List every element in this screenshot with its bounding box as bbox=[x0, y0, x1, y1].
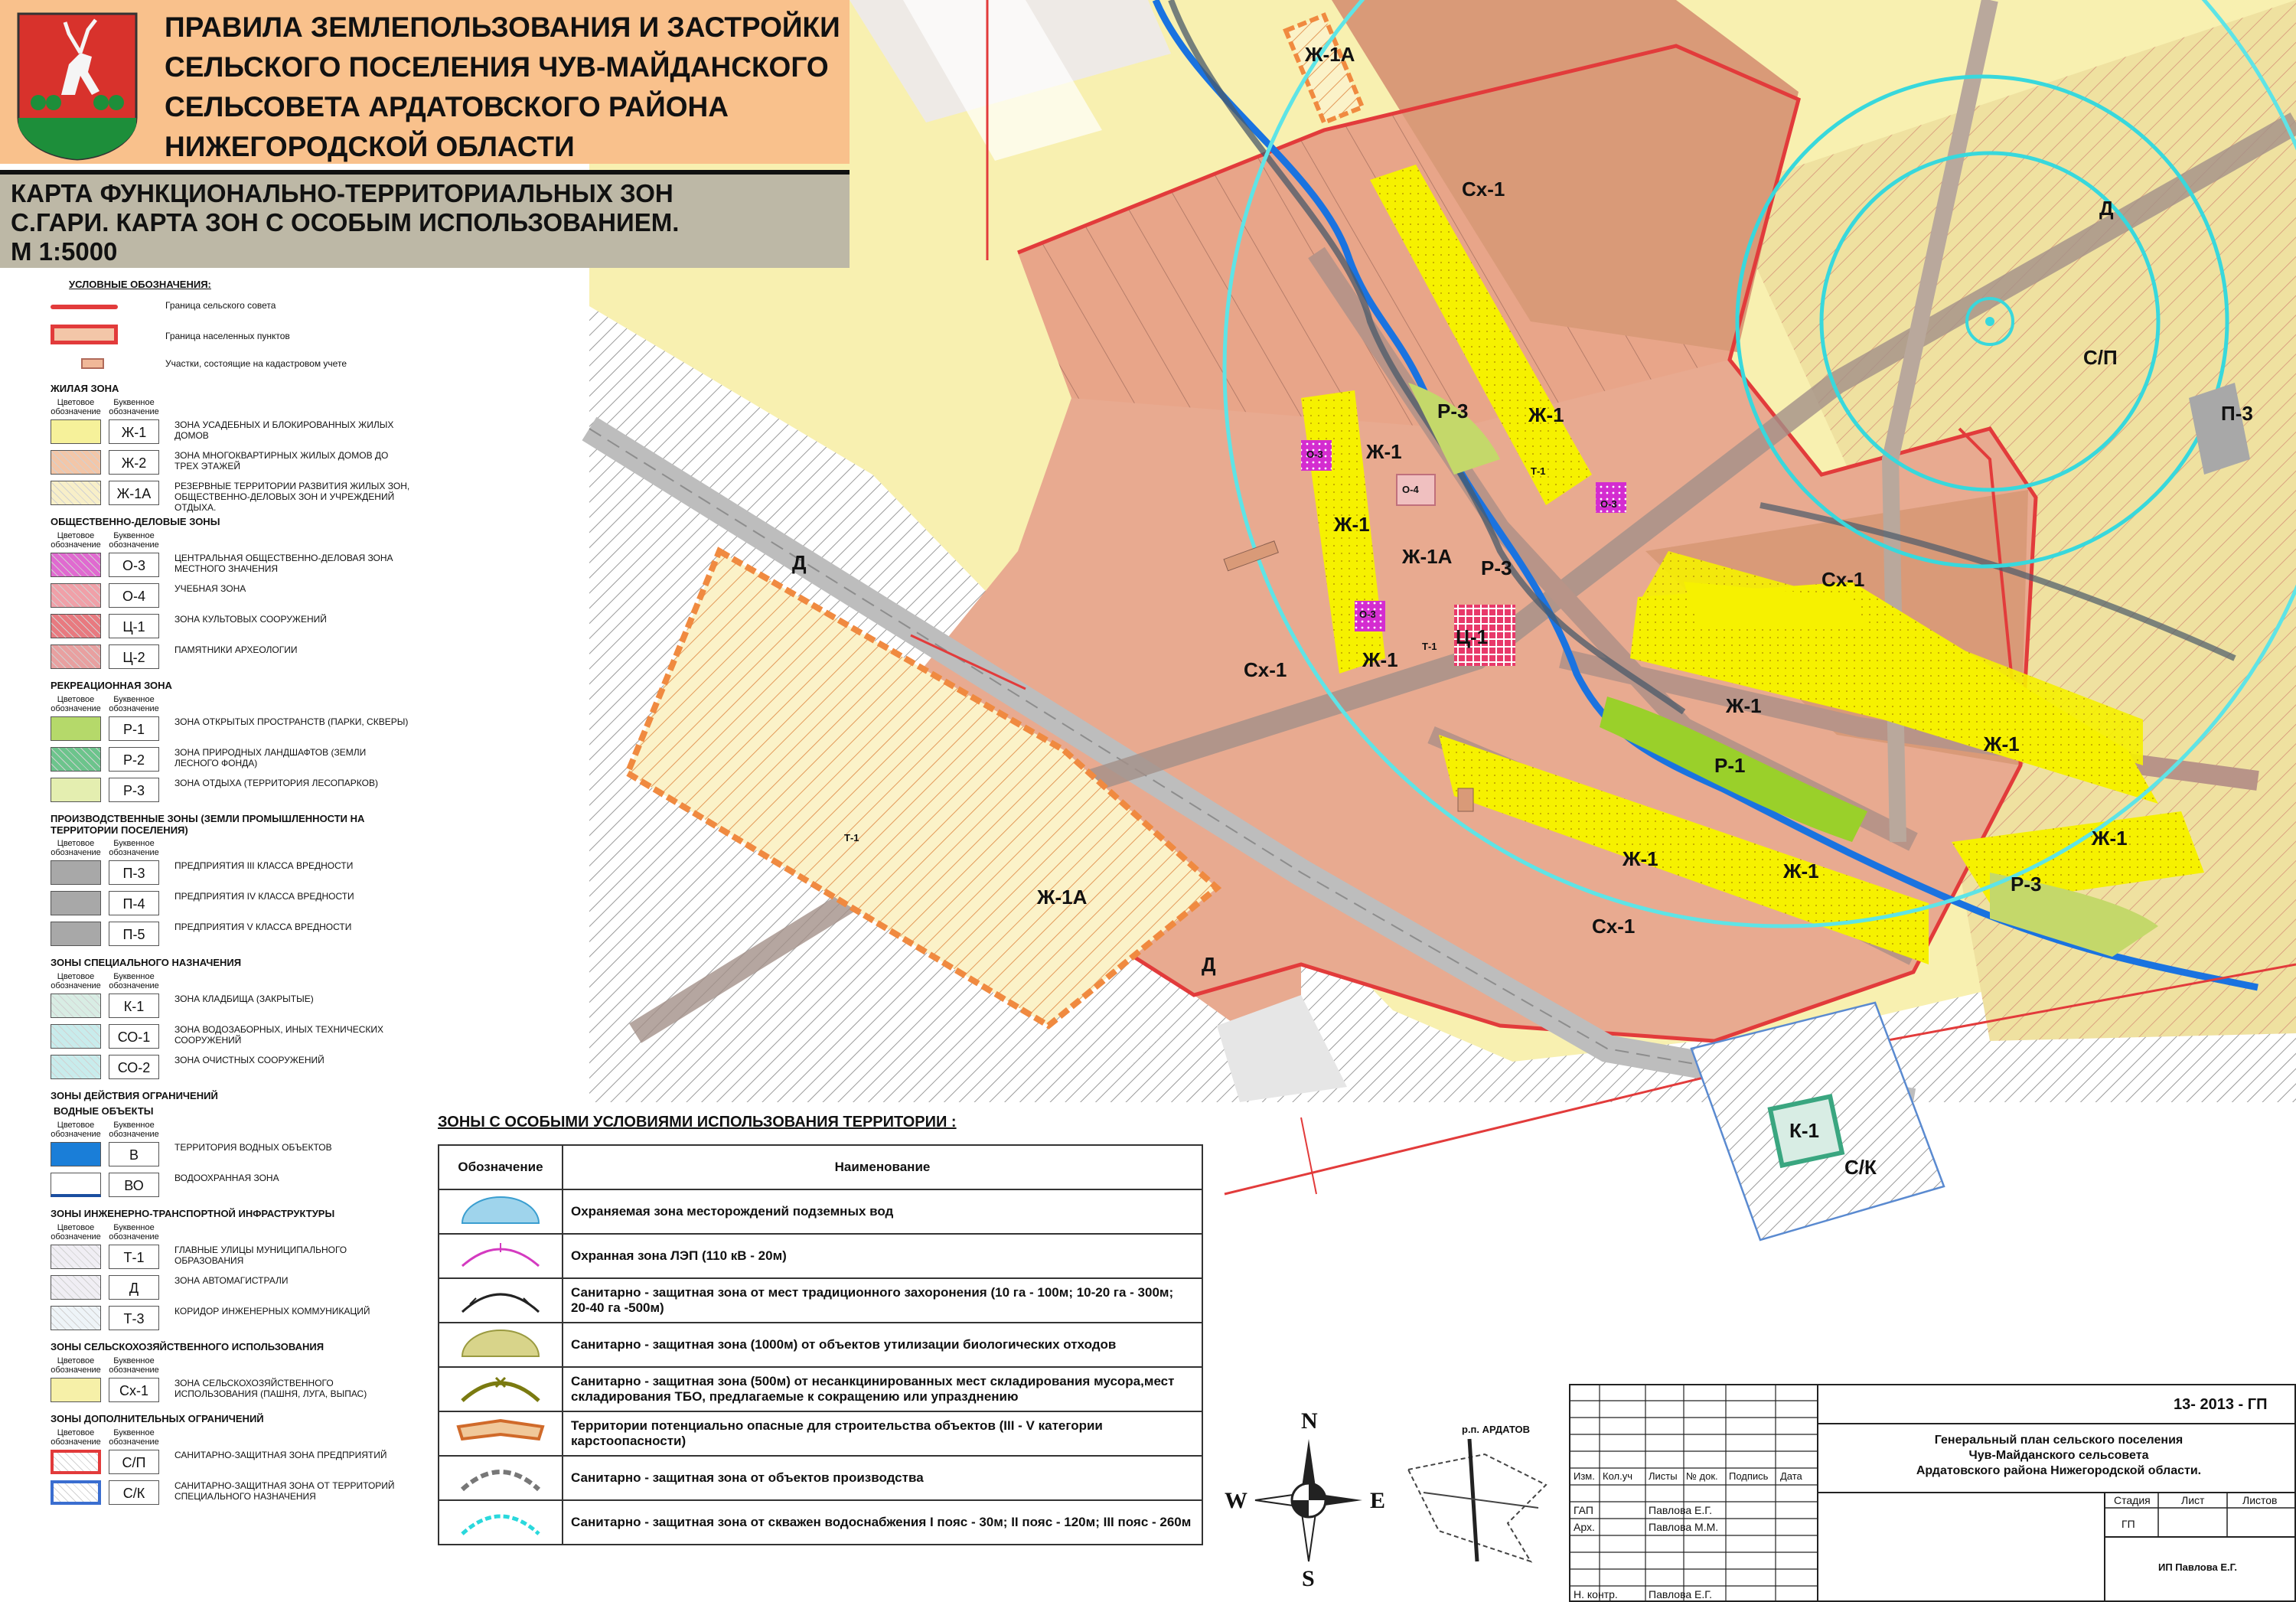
legend-item bbox=[46, 776, 412, 804]
map-label-p3: П-3 bbox=[2221, 402, 2253, 425]
map-title-line: М 1:5000 bbox=[11, 237, 118, 266]
map-label-d-left: Д bbox=[792, 551, 807, 574]
legend-text: ЗОНА УСАДЕБНЫХ И БЛОКИРОВАННЫХ ЖИЛЫХ ДОМОВ bbox=[174, 419, 394, 441]
legend-group-subtitle: ВОДНЫЕ ОБЪЕКТЫ bbox=[54, 1105, 154, 1117]
special-zone-name: Санитарно - защитная зона (1000м) от объектов утилизации биологических отходов bbox=[563, 1323, 1202, 1367]
legend-col-letter: Буквенное обозначение bbox=[109, 531, 159, 550]
legend-code: О-4 bbox=[109, 583, 159, 608]
legend-item bbox=[46, 418, 412, 445]
compass-e: E bbox=[1370, 1488, 1386, 1513]
header bbox=[0, 0, 850, 268]
stamp-org: ИП Павлова Е.Г. bbox=[2158, 1561, 2238, 1573]
map-label-zh1a-big: Ж-1А bbox=[1037, 886, 1088, 909]
legend-text: САНИТАРНО-ЗАЩИТНАЯ ЗОНА ПРЕДПРИЯТИЙ bbox=[174, 1450, 387, 1460]
waste-arc-icon bbox=[439, 1367, 563, 1411]
main-title bbox=[165, 8, 846, 167]
legend-swatch bbox=[51, 922, 101, 946]
legend-item bbox=[46, 889, 412, 917]
map-label-zh1-d: Ж-1 bbox=[1362, 648, 1398, 671]
special-zone-row bbox=[439, 1411, 1202, 1456]
map-label-zh1-g: Ж-1 bbox=[2092, 827, 2128, 850]
map-label-zh1-f: Ж-1 bbox=[1984, 732, 2020, 755]
special-zone-name: Территории потенциально опасные для строительства объектов (III - V категории карстоопасности) bbox=[563, 1411, 1202, 1456]
legend-group-title: ПРОИЗВОДСТВЕННЫЕ ЗОНЫ (ЗЕМЛИ ПРОМЫШЛЕННОСТИ НА ТЕРРИТОРИИ ПОСЕЛЕНИЯ) bbox=[51, 813, 365, 836]
legend-code: ВО bbox=[109, 1173, 159, 1197]
legend-item bbox=[46, 715, 412, 742]
stamp-name-arch: Павлова М.М. bbox=[1649, 1521, 1719, 1533]
legend-col-letter: Буквенное обозначение bbox=[109, 972, 159, 990]
legend-code: Д bbox=[109, 1275, 159, 1300]
legend-code: П-4 bbox=[109, 891, 159, 915]
legend-swatch bbox=[51, 778, 101, 802]
legend-code: С/П bbox=[109, 1450, 159, 1474]
legend-swatch bbox=[51, 747, 101, 772]
map-label-o4: О-4 bbox=[1402, 484, 1419, 495]
map-label-zh1-a: Ж-1 bbox=[1528, 403, 1564, 426]
legend-code: П-5 bbox=[109, 922, 159, 946]
stamp-role-gap: ГАП bbox=[1574, 1504, 1593, 1516]
compass-w: W bbox=[1225, 1488, 1247, 1513]
legend-item bbox=[46, 551, 412, 579]
legend-text: ПРЕДПРИЯТИЯ V КЛАССА ВРЕДНОСТИ bbox=[174, 922, 352, 932]
legend-code: Ж-2 bbox=[109, 450, 159, 475]
map-label-t1-b: Т-1 bbox=[1422, 641, 1437, 652]
boundary-cadastral-label: Участки, состоящие на кадастровом учете bbox=[165, 358, 347, 369]
map-label-sx1-left: Сх-1 bbox=[1244, 658, 1287, 681]
legend-text: ТЕРРИТОРИЯ ВОДНЫХ ОБЪЕКТОВ bbox=[174, 1142, 332, 1153]
legend-title: УСЛОВНЫЕ ОБОЗНАЧЕНИЯ: bbox=[69, 279, 211, 290]
map-label-r3-a: Р-3 bbox=[1437, 400, 1469, 423]
production-arc-icon bbox=[439, 1456, 563, 1500]
legend-swatch bbox=[51, 860, 101, 885]
map-label-zh1a-top: Ж-1А bbox=[1305, 43, 1355, 66]
legend-group-title: ЗОНЫ ДЕЙСТВИЯ ОГРАНИЧЕНИЙ bbox=[51, 1090, 218, 1101]
legend-col-letter: Буквенное обозначение bbox=[109, 1428, 159, 1447]
stamp-col-kol: Кол.уч bbox=[1603, 1470, 1632, 1482]
legend-item bbox=[46, 1053, 412, 1081]
legend-swatch bbox=[51, 1275, 101, 1300]
map-label-sx1-top: Сх-1 bbox=[1462, 178, 1505, 201]
legend-text: ПРЕДПРИЯТИЯ IV КЛАССА ВРЕДНОСТИ bbox=[174, 891, 354, 902]
legend-col-letter: Буквенное обозначение bbox=[109, 839, 159, 857]
stamp-col-date: Дата bbox=[1780, 1470, 1802, 1482]
legend-col-letter: Буквенное обозначение bbox=[109, 1223, 159, 1241]
legend-swatch bbox=[51, 1378, 101, 1402]
legend-group-title: ЗОНЫ ИНЖЕНЕРНО-ТРАНСПОРТНОЙ ИНФРАСТРУКТУРЫ bbox=[51, 1208, 335, 1219]
map-label-d-top: Д bbox=[2099, 197, 2114, 220]
groundwater-dome-icon bbox=[439, 1189, 563, 1234]
legend-text: ЗОНА КЛАДБИЩА (ЗАКРЫТЫЕ) bbox=[174, 994, 314, 1004]
coat-of-arms-emblem bbox=[15, 11, 139, 161]
map-label-zh1-h: Ж-1 bbox=[1623, 847, 1658, 870]
map-title-line: С.ГАРИ. КАРТА ЗОН С ОСОБЫМ ИСПОЛЬЗОВАНИЕМ. bbox=[11, 208, 680, 237]
legend-item bbox=[46, 1376, 412, 1404]
legend-text: ГЛАВНЫЕ УЛИЦЫ МУНИЦИПАЛЬНОГО ОБРАЗОВАНИЯ bbox=[174, 1245, 347, 1266]
title-block-stamp bbox=[1569, 1384, 2296, 1602]
legend-code: Ж-1А bbox=[109, 481, 159, 505]
special-zones-table bbox=[438, 1144, 1203, 1545]
legend-item bbox=[46, 992, 412, 1020]
special-zone-row bbox=[439, 1367, 1202, 1411]
main-title-line: ПРАВИЛА ЗЕМЛЕПОЛЬЗОВАНИЯ И ЗАСТРОЙКИ bbox=[165, 11, 840, 43]
legend-col-color: Цветовое обозначение bbox=[51, 531, 101, 550]
legend-item bbox=[46, 449, 412, 476]
stamp-description-line: Чув-Майданского сельсовета bbox=[1968, 1449, 2149, 1462]
legend-swatch bbox=[51, 1450, 101, 1474]
boundary-council-label: Граница сельского совета bbox=[165, 300, 276, 311]
legend-swatch bbox=[51, 1173, 101, 1197]
map-label-zh1-b: Ж-1 bbox=[1366, 440, 1402, 463]
legend-swatch bbox=[51, 891, 101, 915]
legend-code: К-1 bbox=[109, 994, 159, 1018]
legend-col-color: Цветовое обозначение bbox=[51, 1428, 101, 1447]
legend-item bbox=[46, 859, 412, 886]
special-zone-name: Санитарно - защитная зона от мест традиционного захоронения (10 га - 100м; 10-20 га - 300м; 20-40 га -500м) bbox=[563, 1278, 1202, 1323]
legend-code: Ц-2 bbox=[109, 644, 159, 669]
special-zone-row bbox=[439, 1234, 1202, 1278]
map-title bbox=[0, 170, 850, 268]
legend-swatch bbox=[51, 994, 101, 1018]
legend-code: Ц-1 bbox=[109, 614, 159, 638]
legend-text: КОРИДОР ИНЖЕНЕРНЫХ КОММУНИКАЦИЙ bbox=[174, 1306, 370, 1317]
legend-text: ПРЕДПРИЯТИЯ III КЛАССА ВРЕДНОСТИ bbox=[174, 860, 354, 871]
boundary-cadastral-symbol bbox=[81, 358, 104, 369]
map-label-sx1-right: Сх-1 bbox=[1821, 568, 1865, 591]
legend-code: С/К bbox=[109, 1480, 159, 1505]
stamp-col-sign: Подпись bbox=[1729, 1470, 1769, 1482]
special-zone-name: Санитарно - защитная зона (500м) от несанкцинированных мест складирования мусора,мест складирования ТБО, предлагаемые к сокращению или упразднению bbox=[563, 1367, 1202, 1411]
boundary-settlement bbox=[51, 325, 410, 347]
title-box bbox=[0, 0, 850, 164]
legend-code: СО-1 bbox=[109, 1024, 159, 1049]
stamp-sheets-head: Листов bbox=[2242, 1494, 2278, 1506]
legend-col-color: Цветовое обозначение bbox=[51, 695, 101, 713]
legend-code: Ж-1 bbox=[109, 419, 159, 444]
legend-col-letter: Буквенное обозначение bbox=[109, 398, 159, 416]
legend-item bbox=[46, 1479, 412, 1506]
legend-item bbox=[46, 920, 412, 948]
legend-code: Сх-1 bbox=[109, 1378, 159, 1402]
legend-code: О-3 bbox=[109, 553, 159, 577]
special-zones-col-name: Наименование bbox=[563, 1145, 1202, 1189]
legend-text: ВОДООХРАННАЯ ЗОНА bbox=[174, 1173, 279, 1183]
legend-item bbox=[46, 1140, 412, 1168]
legend-swatch bbox=[51, 553, 101, 577]
legend-code: Т-1 bbox=[109, 1245, 159, 1269]
map-label-sk: С/К bbox=[1844, 1156, 1877, 1179]
legend-text: ЗОНА АВТОМАГИСТРАЛИ bbox=[174, 1275, 289, 1286]
legend-col-color: Цветовое обозначение bbox=[51, 398, 101, 416]
legend-text: ЗОНА ПРИРОДНЫХ ЛАНДШАФТОВ (ЗЕМЛИ ЛЕСНОГО ФОНДА) bbox=[174, 747, 367, 768]
special-zone-row bbox=[439, 1500, 1202, 1545]
legend-col-letter: Буквенное обозначение bbox=[109, 1121, 159, 1139]
legend-code: Т-3 bbox=[109, 1306, 159, 1330]
legend-swatch bbox=[51, 450, 101, 475]
legend-item bbox=[46, 1274, 412, 1301]
stamp-stage-head: Стадия bbox=[2114, 1494, 2151, 1506]
cemetery-arc-icon bbox=[439, 1278, 563, 1323]
legend-swatch bbox=[51, 1142, 101, 1166]
power-line-arc-icon bbox=[439, 1234, 563, 1278]
special-zones-title: ЗОНЫ С ОСОБЫМИ УСЛОВИЯМИ ИСПОЛЬЗОВАНИЯ ТЕРРИТОРИИ : bbox=[438, 1114, 957, 1131]
legend-swatch bbox=[51, 614, 101, 638]
legend-col-letter: Буквенное обозначение bbox=[109, 695, 159, 713]
legend-col-color: Цветовое обозначение bbox=[51, 1356, 101, 1375]
legend-item bbox=[46, 479, 412, 513]
map-label-zh1a-center: Ж-1А bbox=[1402, 545, 1453, 568]
legend-item bbox=[46, 746, 412, 773]
legend-code: П-3 bbox=[109, 860, 159, 885]
special-zone-name: Охраняемая зона месторождений подземных вод bbox=[563, 1189, 1202, 1234]
special-zone-row bbox=[439, 1278, 1202, 1323]
map-label-r3-c: Р-3 bbox=[2011, 873, 2042, 896]
boundary-cadastral bbox=[51, 355, 410, 374]
legend-text: ЗОНА ОЧИСТНЫХ СООРУЖЕНИЙ bbox=[174, 1055, 325, 1065]
legend-text: ЗОНА ВОДОЗАБОРНЫХ, ИНЫХ ТЕХНИЧЕСКИХ СООРУЖЕНИЙ bbox=[174, 1024, 384, 1046]
map-title-line: КАРТА ФУНКЦИОНАЛЬНО-ТЕРРИТОРИАЛЬНЫХ ЗОН bbox=[11, 179, 673, 207]
legend-text: ЗОНА ОТКРЫТЫХ ПРОСТРАНСТВ (ПАРКИ, СКВЕРЫ) bbox=[174, 716, 409, 727]
legend-group-title: ЗОНЫ ДОПОЛНИТЕЛЬНЫХ ОГРАНИЧЕНИЙ bbox=[51, 1413, 264, 1424]
legend-item bbox=[46, 1171, 412, 1199]
compass-s: S bbox=[1302, 1566, 1315, 1591]
special-zone-name: Санитарно - защитная зона от скважен водоснабжения I пояс - 30м; II пояс - 120м; III пояс - 260м bbox=[563, 1500, 1202, 1545]
map-label-zh1-e: Ж-1 bbox=[1726, 694, 1762, 717]
special-zone-name: Охранная зона ЛЭП (110 кВ - 20м) bbox=[563, 1234, 1202, 1278]
legend-col-letter: Буквенное обозначение bbox=[109, 1356, 159, 1375]
legend-code: В bbox=[109, 1142, 159, 1166]
stamp-description-line: Генеральный план сельского поселения bbox=[1934, 1434, 2183, 1447]
legend-panel bbox=[46, 276, 412, 1592]
stamp-role-nkontr: Н. контр. bbox=[1574, 1588, 1618, 1600]
legend-item bbox=[46, 1243, 412, 1271]
compass-rose bbox=[1225, 1408, 1393, 1592]
legend-item bbox=[46, 1448, 412, 1476]
map-label-c1: Ц-1 bbox=[1456, 625, 1489, 648]
stamp-stage: ГП bbox=[2122, 1518, 2135, 1530]
special-zone-row bbox=[439, 1456, 1202, 1500]
legend-group-title: ЖИЛАЯ ЗОНА bbox=[51, 383, 119, 394]
legend-text: ЗОНА МНОГОКВАРТИРНЫХ ЖИЛЫХ ДОМОВ ДО ТРЕХ ЭТАЖЕЙ bbox=[174, 450, 389, 471]
legend-code: Р-2 bbox=[109, 747, 159, 772]
stamp-name-gap: Павлова Е.Г. bbox=[1649, 1504, 1713, 1516]
map-label-k1: К-1 bbox=[1789, 1119, 1819, 1142]
legend-text: ЗОНА СЕЛЬСКОХОЗЯЙСТВЕННОГО ИСПОЛЬЗОВАНИЯ (ПАШНЯ, ЛУГА, ВЫПАС) bbox=[174, 1378, 367, 1399]
map-label-zh1-c: Ж-1 bbox=[1334, 513, 1370, 536]
legend-item bbox=[46, 1304, 412, 1332]
map-label-o3-c: О-3 bbox=[1359, 608, 1376, 620]
karst-band-icon bbox=[439, 1411, 563, 1456]
map-label-sp: С/П bbox=[2083, 346, 2118, 369]
main-title-line: СЕЛЬСКОГО ПОСЕЛЕНИЯ ЧУВ-МАЙДАНСКОГО bbox=[165, 51, 829, 83]
special-zone-name: Санитарно - защитная зона от объектов производства bbox=[563, 1456, 1202, 1500]
well-arc-icon bbox=[439, 1500, 563, 1545]
stamp-sheet-head: Лист bbox=[2181, 1494, 2205, 1506]
legend-swatch bbox=[51, 1480, 101, 1505]
map-label-o3-b: О-3 bbox=[1600, 498, 1617, 510]
special-zones-panel bbox=[429, 1098, 1217, 1596]
legend-item bbox=[46, 612, 412, 640]
stamp-description-line: Ардатовского района Нижегородской области. bbox=[1916, 1464, 2202, 1477]
map-label-t1-c: Т-1 bbox=[844, 832, 859, 843]
legend-swatch bbox=[51, 644, 101, 669]
stamp-role-arch: Арх. bbox=[1574, 1521, 1595, 1533]
legend-col-color: Цветовое обозначение bbox=[51, 1121, 101, 1139]
boundary-council bbox=[51, 300, 410, 315]
legend-swatch bbox=[51, 1024, 101, 1049]
legend-swatch bbox=[51, 1245, 101, 1269]
legend-text: ЦЕНТРАЛЬНАЯ ОБЩЕСТВЕННО-ДЕЛОВАЯ ЗОНА МЕСТНОГО ЗНАЧЕНИЯ bbox=[174, 553, 393, 574]
legend-group-title: ЗОНЫ СЕЛЬСКОХОЗЯЙСТВЕННОГО ИСПОЛЬЗОВАНИЯ bbox=[51, 1341, 325, 1352]
legend-swatch bbox=[51, 1055, 101, 1079]
map-label-zh1-i: Ж-1 bbox=[1783, 860, 1819, 883]
boundary-settlement-symbol bbox=[51, 325, 118, 344]
legend-group-title: РЕКРЕАЦИОННАЯ ЗОНА bbox=[51, 680, 172, 691]
legend-group-title: ОБЩЕСТВЕННО-ДЕЛОВЫЕ ЗОНЫ bbox=[51, 516, 220, 527]
compass-n: N bbox=[1301, 1408, 1318, 1434]
legend-swatch bbox=[51, 716, 101, 741]
location-scheme bbox=[1393, 1424, 1569, 1577]
stamp-description bbox=[1821, 1433, 2296, 1479]
legend-text: РЕЗЕРВНЫЕ ТЕРРИТОРИИ РАЗВИТИЯ ЖИЛЫХ ЗОН, ОБЩЕСТВЕННО-ДЕЛОВЫХ ЗОН И УЧРЕЖДЕНИЙ ОТДЫХА. bbox=[174, 481, 410, 513]
special-zone-row bbox=[439, 1189, 1202, 1234]
legend-swatch bbox=[51, 583, 101, 608]
legend-code: Р-1 bbox=[109, 716, 159, 741]
legend-text: ПАМЯТНИКИ АРХЕОЛОГИИ bbox=[174, 644, 298, 655]
legend-item bbox=[46, 643, 412, 670]
legend-item bbox=[46, 582, 412, 609]
legend-text: УЧЕБНАЯ ЗОНА bbox=[174, 583, 246, 594]
legend-code: СО-2 bbox=[109, 1055, 159, 1079]
map-label-sx1-bottom: Сх-1 bbox=[1592, 915, 1636, 938]
boundary-settlement-label: Граница населенных пунктов bbox=[165, 331, 290, 341]
main-title-line: НИЖЕГОРОДСКОЙ ОБЛАСТИ bbox=[165, 131, 575, 162]
legend-col-color: Цветовое обозначение bbox=[51, 972, 101, 990]
location-scheme-icon bbox=[1393, 1424, 1569, 1577]
map-label-r3-b: Р-3 bbox=[1481, 556, 1512, 579]
legend-col-color: Цветовое обозначение bbox=[51, 1223, 101, 1241]
legend-item bbox=[46, 1023, 412, 1050]
legend-swatch bbox=[51, 1306, 101, 1330]
map-label-d-bottom: Д bbox=[1202, 953, 1216, 976]
compass-icon bbox=[1225, 1408, 1393, 1592]
legend-text: САНИТАРНО-ЗАЩИТНАЯ ЗОНА ОТ ТЕРРИТОРИЙ СПЕЦИАЛЬНОГО НАЗНАЧЕНИЯ bbox=[174, 1480, 395, 1502]
bio-waste-dome-icon bbox=[439, 1323, 563, 1367]
legend-group-title: ЗОНЫ СПЕЦИАЛЬНОГО НАЗНАЧЕНИЯ bbox=[51, 957, 242, 968]
legend-text: ЗОНА ОТДЫХА (ТЕРРИТОРИЯ ЛЕСОПАРКОВ) bbox=[174, 778, 378, 788]
special-zone-row bbox=[439, 1323, 1202, 1367]
legend-code: Р-3 bbox=[109, 778, 159, 802]
legend-swatch bbox=[51, 481, 101, 505]
stamp-name-nkontr: Павлова Е.Г. bbox=[1649, 1588, 1713, 1600]
stamp-col-listy: Листы bbox=[1649, 1470, 1678, 1482]
legend-text: ЗОНА КУЛЬТОВЫХ СООРУЖЕНИЙ bbox=[174, 614, 327, 625]
stamp-col-doc: № док. bbox=[1686, 1470, 1718, 1482]
rp-ardatov-label: р.п. АРДАТОВ bbox=[1462, 1424, 1530, 1435]
stamp-code: 13- 2013 - ГП bbox=[2174, 1396, 2268, 1413]
main-title-line: СЕЛЬСОВЕТА АРДАТОВСКОГО РАЙОНА bbox=[165, 91, 729, 122]
special-zones-col-symbol: Обозначение bbox=[439, 1145, 563, 1189]
legend-swatch bbox=[51, 419, 101, 444]
map-label-r1: Р-1 bbox=[1714, 754, 1746, 777]
map-label-t1-a: Т-1 bbox=[1531, 465, 1546, 477]
boundary-council-symbol bbox=[51, 305, 118, 309]
map-label-o3-a: О-3 bbox=[1306, 449, 1323, 460]
legend-col-color: Цветовое обозначение bbox=[51, 839, 101, 857]
stamp-col-izm: Изм. bbox=[1574, 1470, 1595, 1482]
